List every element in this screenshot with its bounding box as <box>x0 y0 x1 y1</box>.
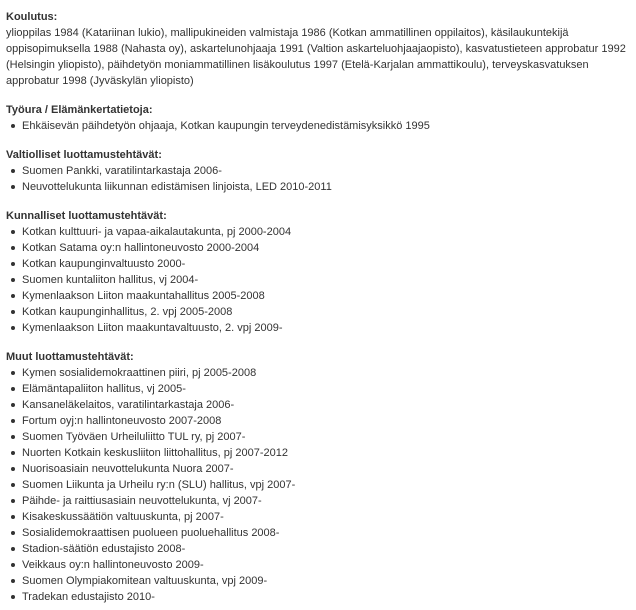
list-item: Kotkan kaupunginhallitus, 2. vpj 2005-2008 <box>22 304 630 320</box>
list-item: Tradekan edustajisto 2010- <box>22 589 630 605</box>
list-item: Ehkäisevän päihdetyön ohjaaja, Kotkan kaupungin terveydenedistämisyksikkö 1995 <box>22 118 630 134</box>
list-item: Kotkan kulttuuri- ja vapaa-aikalautakunta, pj 2000-2004 <box>22 224 630 240</box>
section-heading-muut: Muut luottamustehtävät: <box>6 351 134 363</box>
education-paragraph: ylioppilas 1984 (Katariinan lukio), mallipukineiden valmistaja 1986 (Kotkan ammatillinen oppilaitos), käsilaukuntekijä oppisopimuksella 1988 (Nahasta oy), askartelunohjaaja 1991 (Valtion askarteluohjaajaopisto), kasvatustieteen approbatur 1992 (Helsingin yliopisto), päihdetyön moniammatillinen lisäkoulutus 1997 (Etelä-Karjalan ammattikoulu), terveyskasvatuksen approbatur 1998 (Jyväskylän yliopisto) <box>6 27 626 87</box>
section-koulutus <box>6 9 630 89</box>
section-muut <box>6 349 630 605</box>
tyoura-list <box>6 118 630 134</box>
list-item: Kymenlaakson Liiton maakuntahallitus 2005-2008 <box>22 288 630 304</box>
list-item: Sosialidemokraattisen puolueen puoluehallitus 2008- <box>22 525 630 541</box>
kunnalliset-list <box>6 224 630 336</box>
section-kunnalliset <box>6 208 630 336</box>
list-item: Veikkaus oy:n hallintoneuvosto 2009- <box>22 557 630 573</box>
list-item: Neuvottelukunta liikunnan edistämisen linjoista, LED 2010-2011 <box>22 179 630 195</box>
list-item: Stadion-säätiön edustajisto 2008- <box>22 541 630 557</box>
section-heading-kunnalliset: Kunnalliset luottamustehtävät: <box>6 210 167 222</box>
list-item: Suomen kuntaliiton hallitus, vj 2004- <box>22 272 630 288</box>
list-item: Nuorten Kotkain keskusliiton liittohallitus, pj 2007-2012 <box>22 445 630 461</box>
valtiolliset-list <box>6 163 630 195</box>
list-item: Kisakeskussäätiön valtuuskunta, pj 2007- <box>22 509 630 525</box>
section-heading-koulutus: Koulutus: <box>6 11 58 23</box>
section-valtiolliset <box>6 147 630 195</box>
list-item: Fortum oyj:n hallintoneuvosto 2007-2008 <box>22 413 630 429</box>
list-item: Elämäntapaliiton hallitus, vj 2005- <box>22 381 630 397</box>
list-item: Kotkan kaupunginvaltuusto 2000- <box>22 256 630 272</box>
muut-list <box>6 365 630 605</box>
list-item: Suomen Pankki, varatilintarkastaja 2006- <box>22 163 630 179</box>
section-heading-tyoura: Työura / Elämänkertatietoja: <box>6 104 153 116</box>
list-item: Kansaneläkelaitos, varatilintarkastaja 2006- <box>22 397 630 413</box>
list-item: Kymenlaakson Liiton maakuntavaltuusto, 2. vpj 2009- <box>22 320 630 336</box>
list-item: Päihde- ja raittiusasiain neuvottelukunta, vj 2007- <box>22 493 630 509</box>
list-item: Suomen Liikunta ja Urheilu ry:n (SLU) hallitus, vpj 2007- <box>22 477 630 493</box>
section-heading-valtiolliset: Valtiolliset luottamustehtävät: <box>6 149 162 161</box>
list-item: Suomen Olympiakomitean valtuuskunta, vpj 2009- <box>22 573 630 589</box>
list-item: Kymen sosialidemokraattinen piiri, pj 2005-2008 <box>22 365 630 381</box>
list-item: Nuorisoasiain neuvottelukunta Nuora 2007- <box>22 461 630 477</box>
section-tyoura <box>6 102 630 134</box>
list-item: Kotkan Satama oy:n hallintoneuvosto 2000-2004 <box>22 240 630 256</box>
list-item: Suomen Työväen Urheiluliitto TUL ry, pj 2007- <box>22 429 630 445</box>
